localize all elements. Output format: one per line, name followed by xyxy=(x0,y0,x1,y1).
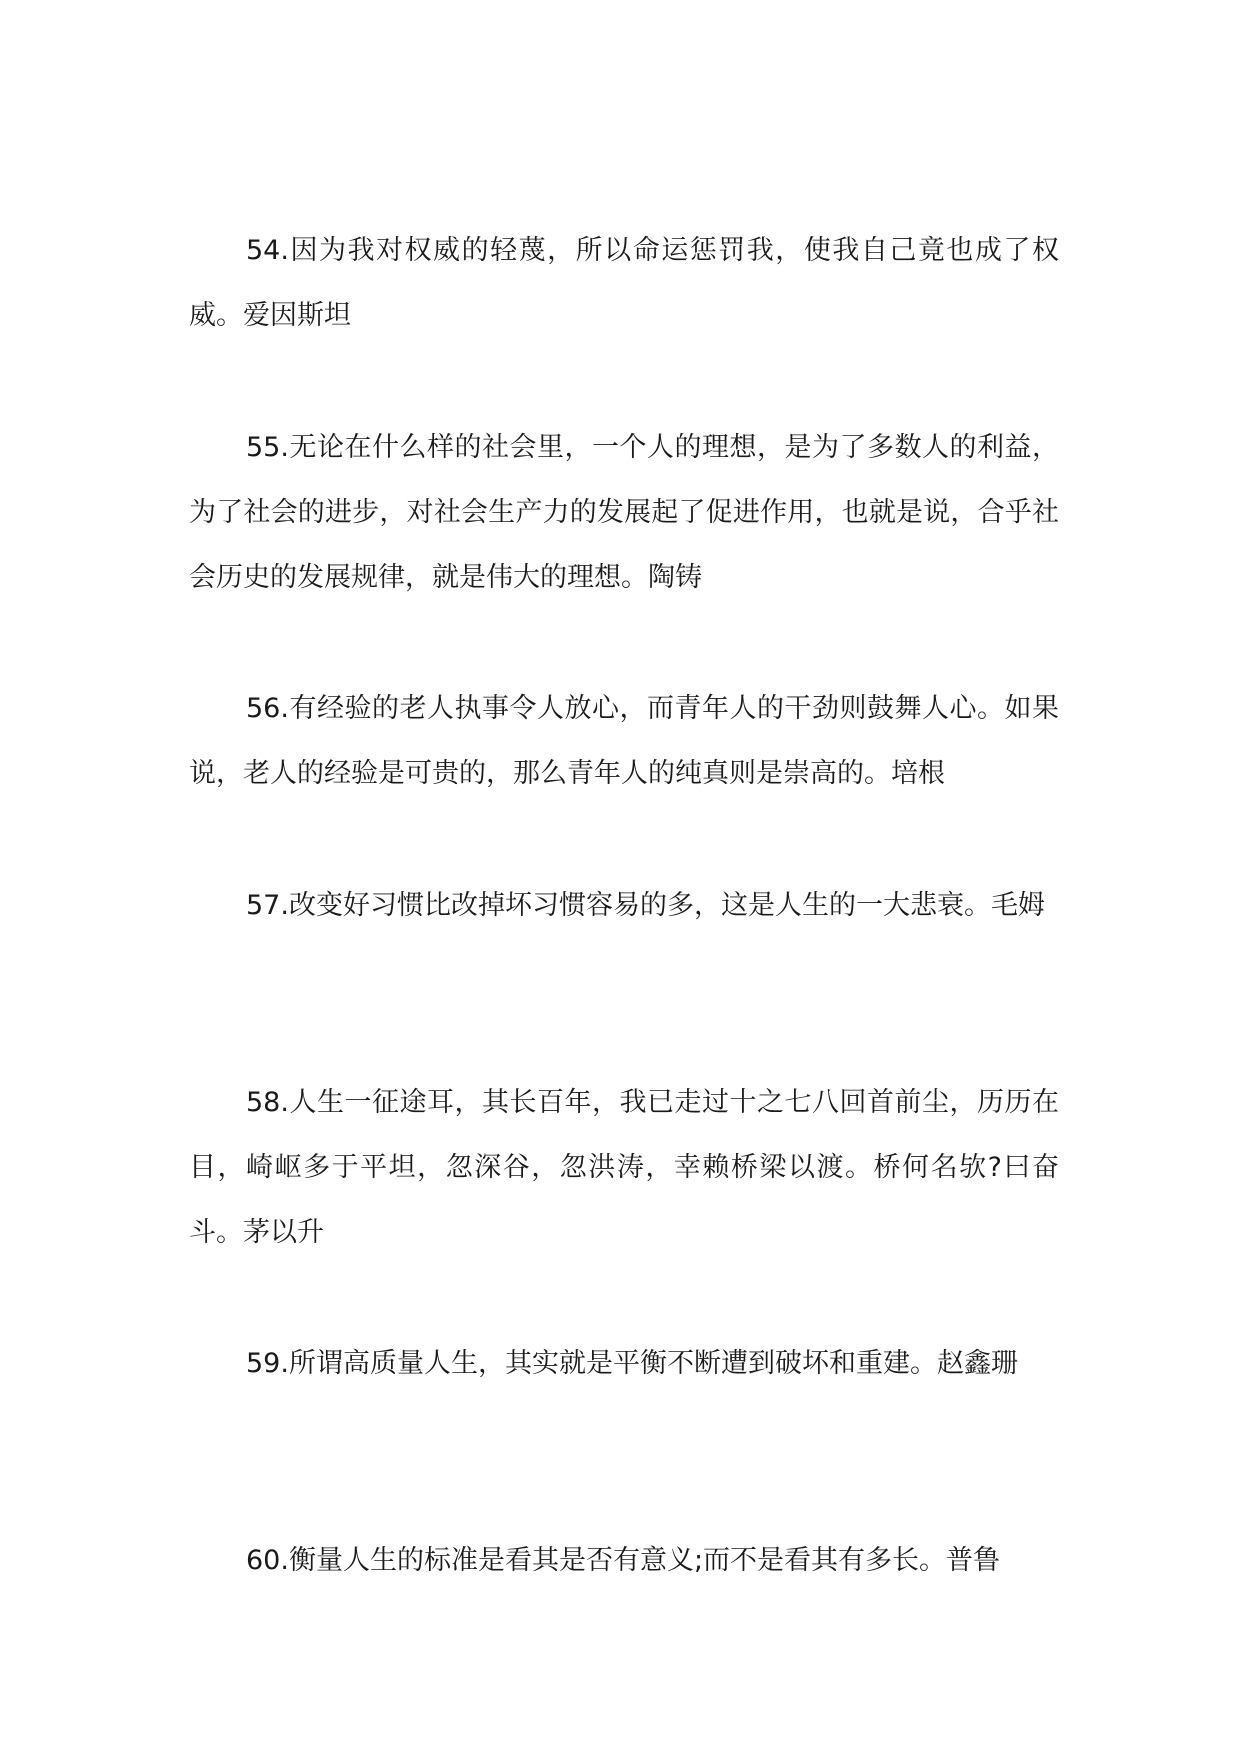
quote-paragraph: 55.无论在什么样的社会里，一个人的理想，是为了多数人的利益，为了社会的进步，对社会生产力的发展起了促进作用，也就是说，合乎社会历史的发展规律，就是伟大的理想。陶铸 xyxy=(189,432,1059,593)
quote-paragraph: 56.有经验的老人执事令人放心，而青年人的干劲则鼓舞人心。如果说，老人的经验是可贵的，那么青年人的纯真则是崇高的。培根 xyxy=(189,693,1059,789)
quote-paragraph: 54.因为我对权威的轻蔑，所以命运惩罚我，使我自己竟也成了权威。爱因斯坦 xyxy=(189,235,1059,331)
quote-paragraph: 57.改变好习惯比改掉坏习惯容易的多，这是人生的一大悲衰。毛姆 xyxy=(246,890,1045,921)
quote-paragraph: 60.衡量人生的标准是看其是否有意义;而不是看其有多长。普鲁 xyxy=(246,1545,1001,1576)
quote-paragraph: 58.人生一征途耳，其长百年，我已走过十之七八回首前尘，历历在目，崎岖多于平坦，忽深谷，忽洪涛，幸赖桥梁以渡。桥何名欤?曰奋斗。茅以升 xyxy=(189,1087,1059,1248)
quote-paragraph: 59.所谓高质量人生，其实就是平衡不断遭到破坏和重建。赵鑫珊 xyxy=(246,1348,1018,1379)
